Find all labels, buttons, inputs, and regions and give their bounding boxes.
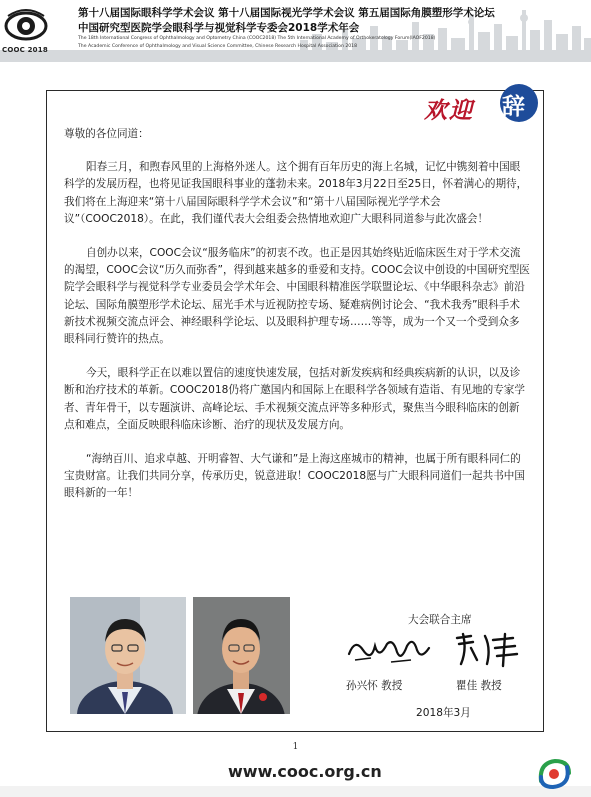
co-chair-title: 大会联合主席	[408, 614, 472, 626]
portrait-photo-chair1	[70, 597, 186, 714]
paragraph-4: “海纳百川、追求卓越、开明睿智、大气谦和”是上海这座城市的精神，也属于所有眼科同仁的宝贵财富。让我们共同分享，传承历史，锐意进取！COOC2018愿与广大眼科同道们一起共书中国眼科新的一年！	[64, 453, 525, 500]
logo-label: COOC 2018	[2, 46, 48, 54]
letter-body	[64, 126, 530, 520]
page-number: 1	[292, 742, 299, 752]
cooc-swirl-logo-icon	[535, 755, 573, 791]
handwritten-signature-sun	[345, 632, 431, 666]
header-english-line2: The Academic Conference of Ophthalmology and Visual Science Committee, Chinese Research Hospital Association 2018	[78, 44, 358, 49]
chair2-name: 瞿佳 教授	[456, 680, 502, 692]
header-title-line1: 第十八届国际眼科学学术会议 第十八届国际视光学学术会议 第五届国际角膜塑形学术论坛	[78, 7, 495, 19]
chair1-name: 孙兴怀 教授	[346, 680, 403, 692]
paragraph-2: 自创办以来，COOC会议“服务临床”的初衷不改。也正是因其始终贴近临床医生对于学术交流的渴望，COOC会议“历久而弥香”，得到越来越多的垂爱和支持。COOC会议中创设的中国研究型医院学会眼科学与视觉科学专业委员会学术年会、中国眼科精准医学联盟论坛、《中华眼科杂志》前沿论坛、国际角膜塑形学术论坛、屈光手术与近视防控专场、疑难病例讨论会、“我术我秀”眼科手术新技术视频交流点评会、神经眼科学论坛、以及眼科护理专场……等等，成为一个又一个受到众多眼科同行赞许的热点。	[64, 247, 530, 346]
footer-website-link[interactable]: www.cooc.org.cn	[228, 762, 382, 781]
portrait-photo-chair2	[193, 597, 290, 714]
footer-bar	[0, 786, 591, 797]
page-header	[0, 0, 591, 62]
header-english-line1: The 18th International Congress of Ophthalmology and Optometry China (COOC2018) The 5th International Academy of Orthokeratology Forum(IAOF2018)	[78, 36, 436, 41]
header-title-line2: 中国研究型医院学会眼科学与视觉科学专委会2018学术年会	[78, 22, 360, 34]
paragraph-3: 今天，眼科学正在以难以置信的速度快速发展，包括对新发疾病和经典疾病新的认识，以及诊断和治疗技术的革新。COOC2018仍将广邀国内和国际上在眼科学各领域有造诣、有见地的专家学者、青年骨干，以专题演讲、高峰论坛、手术视频交流点评等多种形式，聚焦当今眼科临床的创新点和难点，全面反映眼科临床诊断、治疗的现状及发展方向。	[64, 367, 525, 431]
cooc-eye-logo-icon	[4, 6, 48, 46]
letter-date: 2018年3月	[416, 707, 471, 719]
handwritten-signature-qu	[451, 630, 521, 668]
salutation: 尊敬的各位同道：	[64, 128, 149, 140]
welcome-title-last-char: 辞	[502, 93, 525, 120]
welcome-title: 欢迎	[424, 97, 474, 124]
paragraph-1: 阳春三月，和煦春风里的上海格外迷人。这个拥有百年历史的海上名城，记忆中镌刻着中国眼科学的发展历程，也将见证我国眼科事业的蓬勃未来。2018年3月22日至25日，怀着满心的期待，我们将在上海迎来“第十八届国际眼科学学术会议”和“第十八届国际视光学学术会议”（COOC2018）。在此，我们谨代表大会组委会热情地欢迎广大眼科同道参与此次盛会！	[64, 161, 528, 225]
